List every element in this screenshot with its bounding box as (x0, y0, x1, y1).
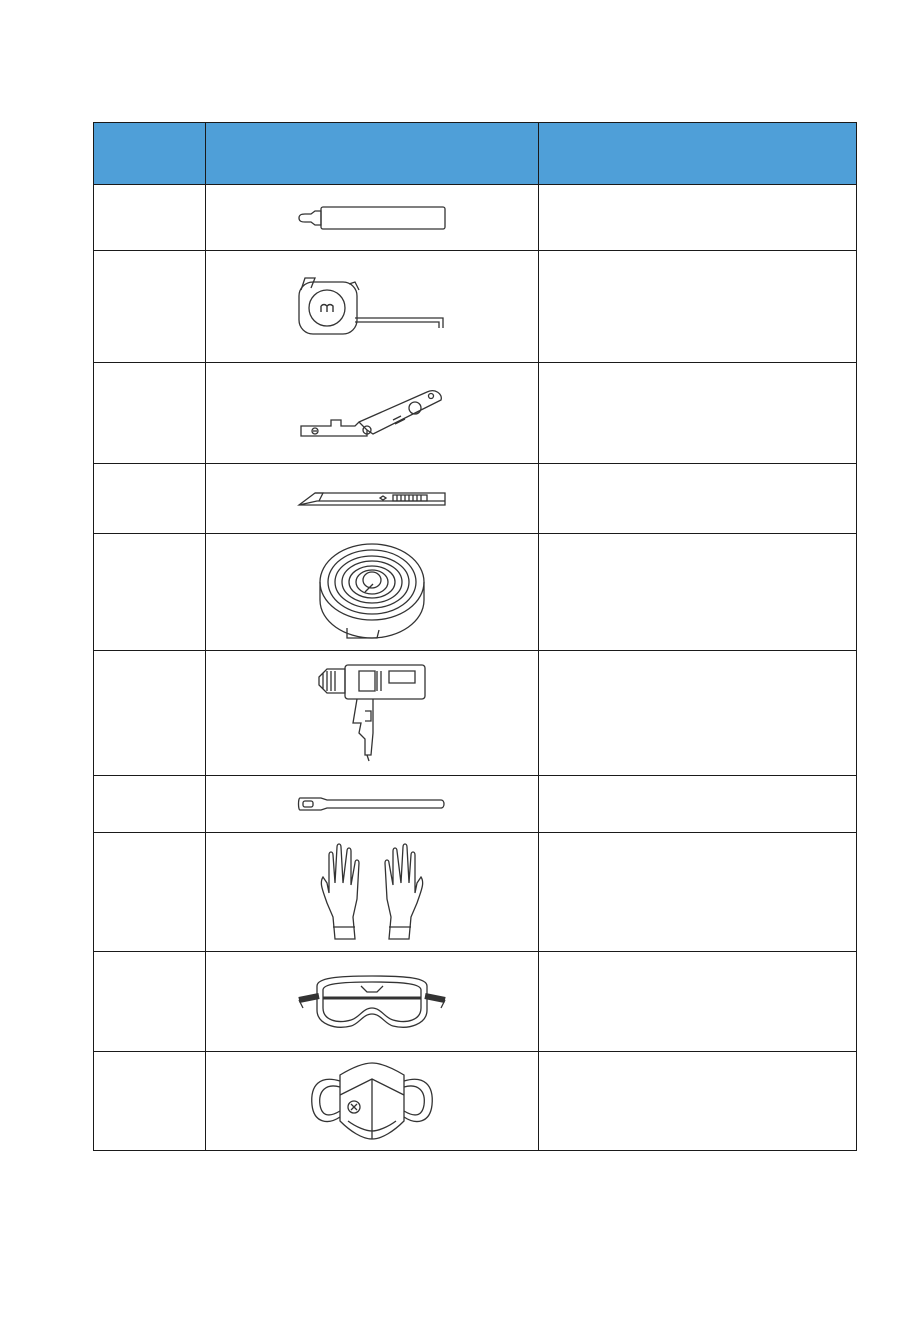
row-label (94, 651, 206, 776)
row-description (539, 363, 857, 464)
row-label (94, 534, 206, 651)
table-row (94, 833, 857, 952)
row-description (539, 833, 857, 952)
row-description (539, 534, 857, 651)
header-cell-picture (206, 123, 539, 185)
marker-pen-icon (297, 203, 447, 233)
table-row (94, 952, 857, 1052)
table-row (94, 363, 857, 464)
safety-goggles-icon (297, 972, 447, 1032)
row-label (94, 464, 206, 534)
row-picture (206, 776, 539, 833)
table-row (94, 776, 857, 833)
row-picture (206, 1052, 539, 1151)
row-description (539, 651, 857, 776)
row-picture (206, 363, 539, 464)
table-row (94, 534, 857, 651)
header-cell-description (539, 123, 857, 185)
row-description (539, 776, 857, 833)
level-ruler-icon (297, 386, 447, 440)
table-row (94, 1052, 857, 1151)
row-picture (206, 534, 539, 651)
tape-measure-icon (297, 276, 447, 338)
face-mask-icon (310, 1061, 434, 1141)
row-picture (206, 833, 539, 952)
heat-gun-icon (317, 663, 427, 763)
row-picture (206, 464, 539, 534)
adhesive-tape-roll-icon (317, 542, 427, 642)
row-description (539, 464, 857, 534)
row-picture (206, 251, 539, 363)
row-description (539, 1052, 857, 1151)
row-picture (206, 651, 539, 776)
header-cell-no (94, 123, 206, 185)
utility-knife-icon (297, 489, 447, 509)
row-label (94, 1052, 206, 1151)
row-label (94, 833, 206, 952)
row-label (94, 952, 206, 1052)
tools-table (93, 122, 857, 1151)
row-label (94, 776, 206, 833)
table-row (94, 651, 857, 776)
gloves-icon (317, 843, 427, 941)
row-picture (206, 952, 539, 1052)
row-description (539, 185, 857, 251)
table-row (94, 251, 857, 363)
table-row (94, 464, 857, 534)
row-label (94, 363, 206, 464)
row-description (539, 952, 857, 1052)
table-header-row (94, 123, 857, 185)
table-row (94, 185, 857, 251)
row-picture (206, 185, 539, 251)
row-label (94, 251, 206, 363)
cable-tie-icon (297, 795, 447, 813)
row-description (539, 251, 857, 363)
row-label (94, 185, 206, 251)
